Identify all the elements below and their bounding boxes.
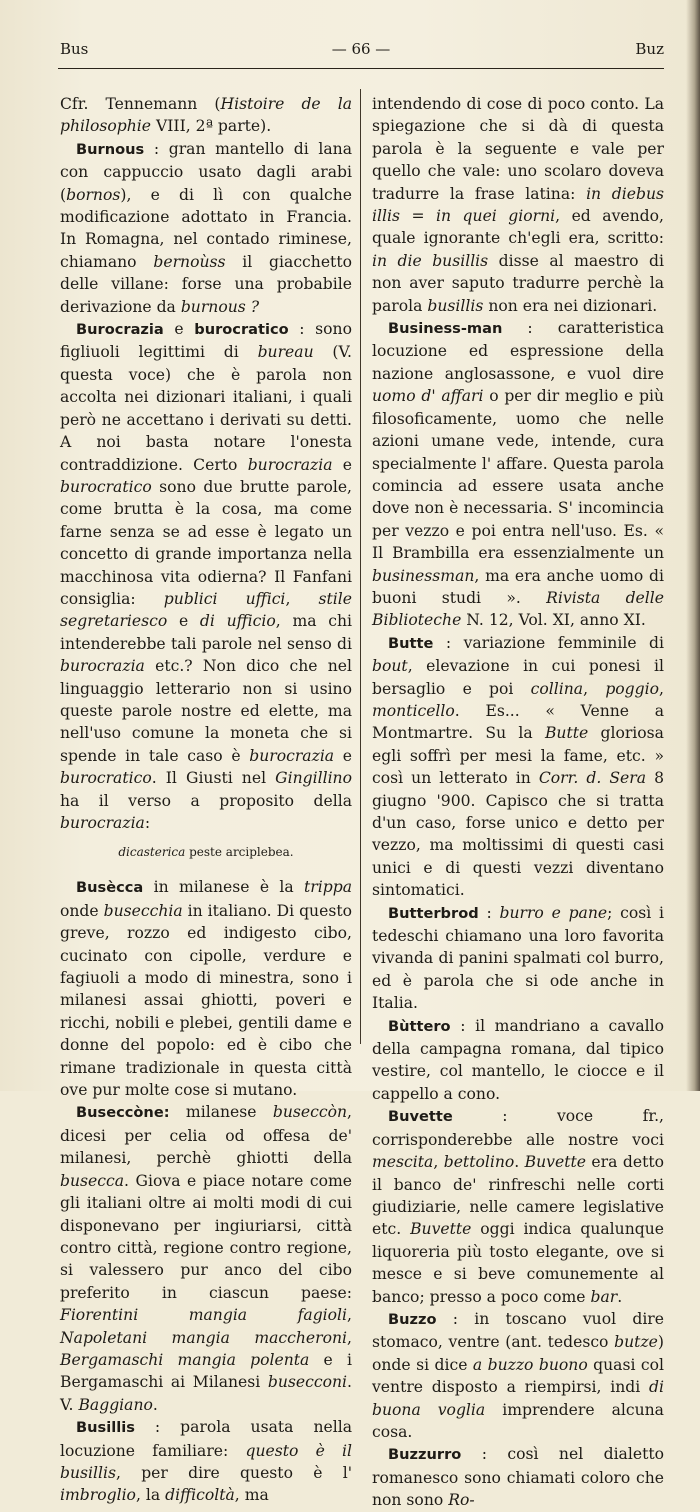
italic-term: Histoire de la philosophie	[60, 95, 352, 136]
body-text: 8 giugno '900. Capisco che si tratta d'un caso, forse unico e detto per vezzo, ma moltissimi di questi casi unici e di questi vezzi diventano sintomatici.	[372, 769, 664, 900]
body-text: e i Bergamaschi ai Milanesi	[60, 1350, 352, 1392]
entry-headword: Burnous	[76, 140, 145, 158]
italic-term: Buvette	[524, 1153, 586, 1172]
italic-term: burocrazia	[247, 455, 333, 474]
body-text: (V. questa voce) che è parola non accolta nei dizionari italiani, i quali però ne accettano i derivati su detti. A noi basta notare l'onesta contraddizione. Certo	[60, 343, 352, 474]
entry-headword: burocratico	[194, 321, 289, 339]
page-edge-shadow	[686, 0, 700, 1091]
entry-headword: Butterbrod	[388, 904, 479, 922]
body-text: , ma chi intenderebbe tali parole nel senso di	[60, 612, 352, 653]
body-text: e	[167, 612, 200, 631]
column-divider	[360, 89, 361, 1044]
italic-term: Ro-	[448, 1491, 475, 1510]
italic-term: in quei giorni	[436, 207, 556, 226]
body-text: disse al maestro di non aver saputo tradurre perchè la parola	[372, 251, 664, 315]
body-text: gloriosa egli soffrì per mesi la fame, etc. » così un letterato in	[372, 724, 664, 788]
italic-term: Napoletani mangia maccheroni	[60, 1328, 348, 1347]
italic-term: Butte	[544, 724, 589, 743]
italic-term: Buvette	[410, 1220, 472, 1239]
body-text: N. 12, Vol. XI, anno XI.	[461, 611, 646, 630]
body-text: o per dir meglio e più filosoficamente, uomo che nelle azioni umane vede, intende, cura specialmente l' affare. Questa parola comincia ad essere usata anche dove non è necessaria. S' incomincia per vezzo e poi entra nell'uso. Es. « Il Brambilla era essenzialmente un	[372, 387, 664, 563]
right-column	[372, 93, 664, 1512]
italic-term: burocratico	[60, 477, 152, 496]
body-text: ,	[433, 1153, 444, 1172]
dictionary-entry	[372, 632, 664, 902]
body-text: , ed avendo, quale ignorante ch'egli era, scritto:	[372, 207, 664, 248]
italic-term: burocrazia	[60, 657, 145, 676]
body-text: peste arciplebea.	[185, 845, 294, 860]
body-text: ,	[285, 589, 319, 608]
body-text: in italiano. Di questo greve, rozzo ed indigesto cibo, cucinato con cipolle, verdure e fagiuoli a modo di minestra, sono i milanesi assai ghiotti, poveri e ricchi, nobili e plebei, gentili dame e donne del popolo: ed è cibo che rimane tradizionale in questa città ove pur molte cose si mutano.	[60, 901, 352, 1100]
body-text: non era nei dizionari.	[483, 296, 658, 315]
body-text: ), e di lì con qualche modificazione adottato in Francia. In Romagna, nel contado riminese, chiamano	[60, 185, 352, 271]
entry-headword: Buzzurro	[388, 1446, 462, 1464]
italic-term: Baggiano	[78, 1395, 153, 1414]
body-text: in milanese è la	[143, 878, 305, 897]
body-text: , per dire questo è l'	[115, 1463, 352, 1482]
body-text: :	[478, 903, 500, 922]
dictionary-entry	[372, 317, 664, 632]
body-text: , la	[135, 1486, 166, 1505]
body-text: ; così i tedeschi chiamano una loro favorita vivanda di panini spalmati col burro, ed è parola che si ode anche in Italia.	[372, 903, 665, 1013]
body-text: : gran mantello di lana con cappuccio usato dagli arabi (	[60, 139, 352, 204]
body-text: : in toscano vuol dire stomaco, ventre (ant. tedesco	[372, 1309, 664, 1352]
dictionary-entry	[372, 1015, 664, 1106]
italic-term: bernoùss	[153, 252, 226, 271]
dictionary-entry	[60, 876, 352, 1101]
body-text: Cfr. Tennemann (	[60, 95, 221, 113]
body-text: quasi col ventre disposto a riempirsi, indi	[372, 1355, 664, 1397]
body-text: .	[514, 1153, 525, 1172]
italic-term: burocratico	[60, 769, 152, 788]
italic-term: busillis	[427, 296, 484, 315]
body-text: : sono figliuoli legittimi di	[60, 320, 352, 362]
body-text: : così nel dialetto romanesco sono chiamati coloro che non sono	[372, 1445, 664, 1510]
italic-term: burro e pane	[499, 903, 608, 922]
entry-headword: Burocrazia	[76, 321, 164, 339]
italic-term: bettolino	[443, 1153, 515, 1172]
dictionary-entry	[372, 902, 664, 1015]
entry-headword: Butte	[388, 634, 434, 652]
body-text: , elevazione in cui ponesi il bersaglio e poi	[372, 657, 664, 698]
body-text: =	[399, 207, 437, 226]
body-text: e	[163, 320, 195, 339]
italic-term: Fiorentini mangia fagioli	[60, 1306, 348, 1325]
body-text: , dicesi per celia od offesa de' milanesi, perchè ghiotti della	[60, 1103, 352, 1168]
italic-term: businessman	[372, 566, 475, 585]
body-text: ) onde si dice	[372, 1333, 664, 1374]
italic-term: collina	[530, 679, 584, 698]
running-header	[58, 38, 664, 62]
dictionary-entry	[60, 1101, 352, 1416]
italic-term: monticello	[372, 701, 455, 720]
italic-term: a buzzo buono	[472, 1355, 588, 1374]
dictionary-entry	[60, 138, 352, 318]
italic-term: Rivista delle Biblioteche	[372, 588, 664, 630]
body-text: .	[152, 1395, 158, 1414]
italic-term: questo è il busillis	[60, 1441, 353, 1482]
body-text: .	[617, 1287, 623, 1306]
italic-term: stile segretariesco	[60, 589, 353, 631]
italic-term: in die busillis	[372, 251, 489, 270]
italic-term: busecconi	[267, 1373, 348, 1392]
italic-term: poggio	[605, 679, 660, 698]
body-text: : voce fr., corrisponderebbe alle nostre voci	[372, 1107, 664, 1149]
italic-term: bornos	[66, 185, 121, 204]
italic-term: trippa	[304, 878, 352, 897]
dictionary-entry	[60, 1416, 352, 1507]
body-text: ,	[583, 679, 606, 698]
italic-term: uomo d' affari	[372, 387, 484, 406]
body-text: sono due brutte parole, come brutta è la cosa, ma come farne senza se ad esse è legato un concetto di grande importanza nella macchinosa vita odierna? Il Fanfani consiglia:	[60, 477, 352, 608]
italic-term: bout	[372, 657, 408, 676]
italic-term: di ufficio	[199, 612, 276, 631]
body-text: . Giova e piace notare come gli italiani oltre ai molti modi di cui disponevano per ingiuriarsi, città contro città, regione contro regione, si valessero pur anco del cibo preferito in ciascun paese:	[60, 1171, 352, 1302]
italic-term: publici uffici	[163, 589, 286, 608]
body-text: oggi indica qualunque liquoreria più tosto elegante, ove si mesce e si beve comunemente al banco; presso a poco come	[372, 1220, 664, 1306]
left-column	[60, 93, 352, 1507]
body-text: onde	[60, 901, 104, 920]
dictionary-entry	[372, 1105, 664, 1308]
entry-headword: Buseccòne:	[76, 1104, 170, 1122]
body-text: :	[144, 814, 151, 832]
entry-headword: Business-man	[388, 320, 503, 338]
dictionary-entry	[372, 93, 664, 317]
italic-term: bar	[590, 1287, 618, 1306]
body-text: . Il Giusti nel	[151, 769, 276, 788]
header-right-word: Buz	[635, 40, 664, 58]
body-text: . V.	[60, 1373, 352, 1414]
italic-term: difficoltà	[165, 1486, 235, 1505]
body-text: , ma	[234, 1486, 269, 1505]
italic-term: busecca	[60, 1171, 125, 1190]
dictionary-entry	[372, 1308, 664, 1443]
italic-term: busecchia	[103, 901, 183, 920]
italic-term: imbroglio	[60, 1486, 136, 1505]
body-text: : il mandriano a cavallo della campagna romana, dal tipico vestire, col mantello, le ciocce e il cappello a cono.	[372, 1016, 664, 1103]
body-text: intendendo di cose di poco conto. La spiegazione che si dà di questa parola è la seguente e vale per quello che vale: uno scolaro doveva tradurre la frase latina:	[372, 95, 664, 203]
entry-headword: Busècca	[76, 879, 144, 897]
verse-quote	[60, 842, 352, 862]
body-text: imprendere alcuna cosa.	[372, 1400, 664, 1441]
body-text: : variazione femminile di	[433, 633, 664, 652]
page-number: — 66 —	[331, 40, 391, 58]
body-text: ,	[659, 679, 664, 698]
body-text: VIII, 2ª parte).	[151, 117, 272, 136]
dictionary-entry	[60, 93, 352, 138]
italic-term: in diebus illis	[372, 184, 664, 226]
entry-headword: Bùttero	[388, 1017, 451, 1035]
italic-term: Bergamaschi mangia polenta	[60, 1350, 310, 1369]
entry-headword: Buvette	[388, 1108, 453, 1126]
body-text: , ma era anche uomo di buoni studi ».	[372, 566, 664, 607]
header-rule	[58, 68, 664, 69]
body-text: e	[332, 455, 353, 474]
italic-term: dicasterica	[118, 845, 186, 860]
italic-term: Corr. d. Sera	[538, 769, 647, 788]
header-left-word: Bus	[60, 40, 89, 58]
body-text: milanese	[169, 1103, 273, 1122]
italic-term: burnous ?	[180, 297, 260, 316]
body-text: era detto il banco de' rinfreschi nelle corti giudiziarie, nelle camere legislative etc.	[372, 1153, 664, 1239]
italic-term: bureau	[257, 343, 314, 362]
entry-headword: Busillis	[76, 1419, 135, 1437]
body-text: il giacchetto delle villane: forse una probabile derivazione da	[60, 252, 352, 316]
dictionary-entry	[60, 318, 352, 834]
italic-term: Gingillino	[275, 769, 352, 788]
entry-headword: Buzzo	[388, 1310, 437, 1328]
italic-term: burocrazia	[249, 746, 335, 765]
italic-term: mescita	[372, 1153, 434, 1172]
italic-term: buseccòn	[272, 1103, 348, 1122]
body-text: ha il verso a proposito della	[60, 791, 352, 810]
italic-term: di buona voglia	[372, 1378, 664, 1419]
body-text: ,	[347, 1328, 352, 1347]
body-text: : parola usata nella locuzione familiare:	[60, 1418, 352, 1460]
italic-term: butze	[614, 1333, 658, 1352]
body-text: . Es... « Venne a Montmartre. Su la	[372, 701, 664, 743]
body-text: e	[334, 746, 353, 765]
body-text: ,	[347, 1306, 352, 1325]
italic-term: burocrazia	[60, 814, 145, 832]
dictionary-entry	[372, 1443, 664, 1511]
body-text: : caratteristica locuzione ed espressione della nazione anglosassone, e vuol dire	[372, 319, 664, 383]
body-text: etc.? Non dico che nel linguaggio letterario non si usino queste parole nostre ed elette, ma nell'uso comune la moneta che si spende in tale caso è	[60, 657, 352, 765]
